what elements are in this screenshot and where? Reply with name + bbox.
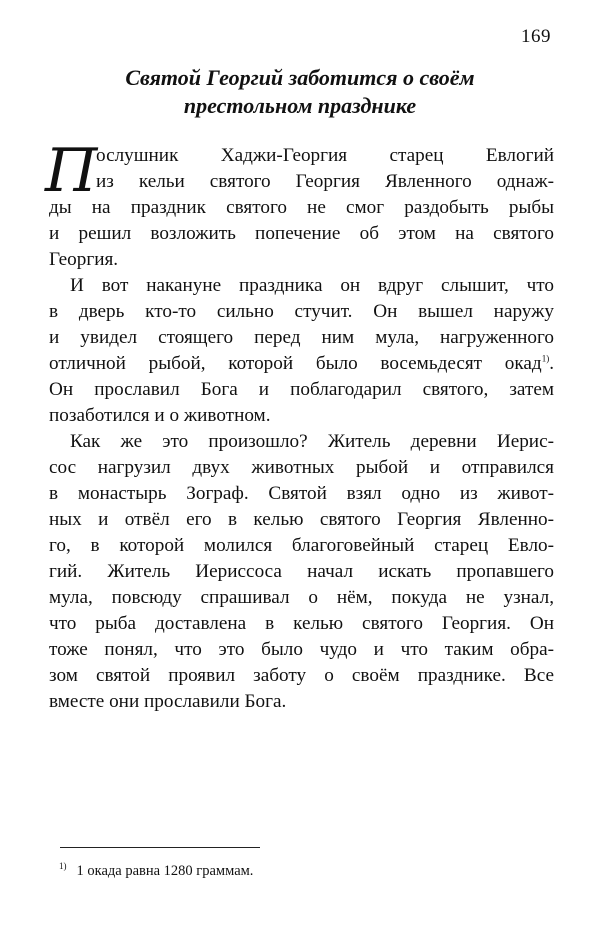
paragraph-1-line: ослушник Хаджи-Георгия старец Евлогий	[96, 145, 554, 166]
footnote-reference[interactable]: 1)	[541, 353, 550, 364]
chapter-title-line-1: Святой Георгий заботится о своём	[125, 65, 475, 90]
footnote-text: 1 окада равна 1280 граммам.	[76, 863, 254, 879]
paragraph-3-line: зом святой проявил заботу о своём празднике. Все	[49, 665, 554, 686]
paragraph-2-line: в дверь кто-то сильно стучит. Он вышел наружу	[49, 301, 554, 322]
paragraph-3-line: сос нагрузил двух животных рыбой и отправился	[49, 457, 554, 478]
paragraph-3-line: мула, повсюду спрашивал о нём, покуда не узнал,	[49, 587, 554, 608]
paragraph-3-line: ных и отвёл его в келью святого Георгия Явленно-	[49, 509, 554, 530]
paragraph-3-line: тоже понял, что это было чудо и что таким обра-	[49, 639, 554, 660]
paragraph-2-line: и увидел стоящего перед ним мула, нагруженного	[49, 327, 554, 348]
paragraph-3-line: вместе они прославили Бога.	[49, 691, 287, 712]
paragraph-2-line-with-footnote-ref	[49, 351, 554, 377]
paragraph-3-line: что рыба доставлена в келью святого Георгия. Он	[49, 613, 554, 634]
paragraph-2-line: Он прославил Бога и поблагодарил святого, затем	[49, 379, 554, 400]
paragraph-2-line: позаботился и о животном.	[49, 405, 271, 426]
paragraph-1-line: ды на праздник святого не смог раздобыть рыбы	[49, 197, 554, 218]
chapter-title	[50, 64, 550, 120]
paragraph-3-line: в монастырь Зограф. Святой взял одно из живот-	[49, 483, 554, 504]
paragraph-3-line: го, в которой молился благоговейный старец Евло-	[49, 535, 554, 556]
paragraph-1-line: Георгия.	[49, 249, 119, 270]
paragraph-2-line: И вот накануне праздника он вдруг слышит, что	[70, 275, 554, 296]
paragraph-2-line-4-end: .	[549, 353, 554, 374]
footnote-divider	[60, 847, 260, 848]
footnote-marker: 1)	[59, 861, 67, 872]
page-number: 169	[521, 26, 551, 47]
chapter-title-line-2: престольном празднике	[183, 93, 417, 118]
paragraph-1-line: и решил возложить попечение об этом на святого	[49, 223, 554, 244]
paragraph-1-line: из кельи святого Георгия Явленного однаж-	[96, 171, 554, 192]
drop-cap-letter: П	[45, 136, 98, 206]
body-text	[45, 136, 554, 715]
paragraph-2-line-4-text: отличной рыбой, которой было восемьдесят окад	[49, 353, 542, 374]
footnote	[59, 862, 253, 880]
paragraph-3-line: гий. Житель Иериссоса начал искать пропавшего	[49, 561, 554, 582]
paragraph-3-line: Как же это произошло? Житель деревни Иерис-	[70, 431, 554, 452]
